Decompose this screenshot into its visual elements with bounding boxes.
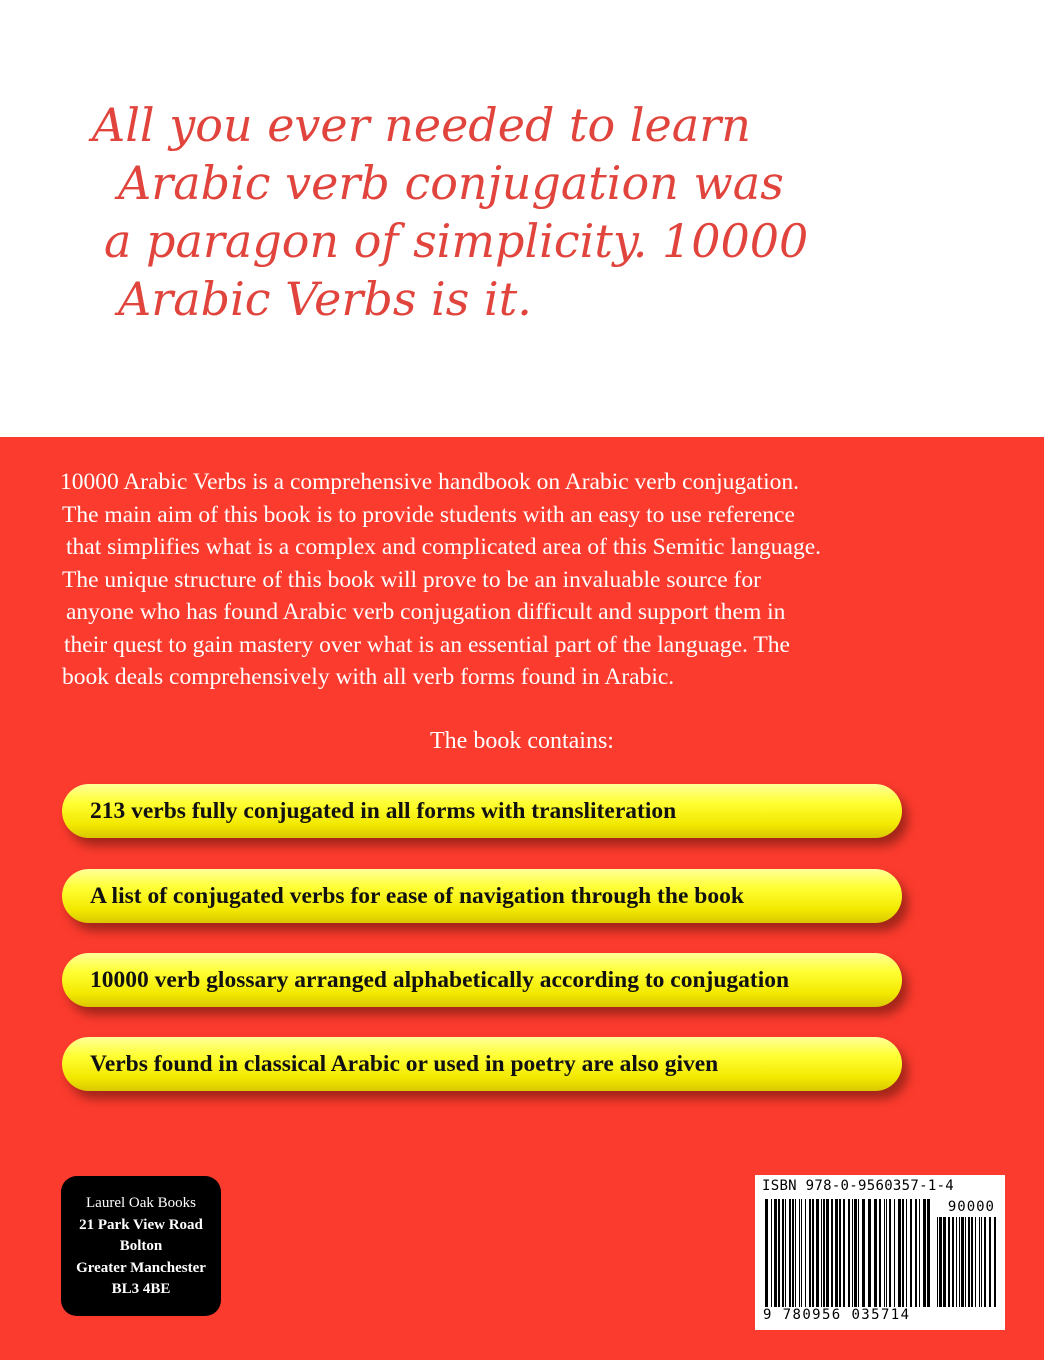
blurb-line: The unique structure of this book will prove to be an invaluable source for (62, 566, 761, 593)
price-code: 90000 (947, 1199, 995, 1215)
feature-pill (62, 953, 902, 1007)
publisher-postcode: BL3 4BE (111, 1281, 171, 1297)
feature-text: A list of conjugated verbs for ease of navigation through the book (90, 882, 744, 909)
publisher-address-box (61, 1176, 221, 1316)
blurb-line: anyone who has found Arabic verb conjugation difficult and support them in (66, 599, 786, 625)
tagline (92, 96, 952, 328)
feature-text: 213 verbs fully conjugated in all forms with transliteration (90, 797, 677, 824)
ean-number: 9 780956 035714 (763, 1307, 911, 1323)
tagline-line-2: Arabic verb conjugation was (118, 156, 784, 210)
publisher-name: Laurel Oak Books (86, 1195, 196, 1211)
description-blurb (60, 466, 980, 694)
feature-pill (62, 1037, 902, 1091)
feature-text: 10000 verb glossary arranged alphabetically according to conjugation (90, 966, 790, 993)
publisher-town: Bolton (119, 1238, 163, 1254)
blurb-line: that simplifies what is a complex and complicated area of this Semitic language. (66, 534, 822, 560)
feature-text: Verbs found in classical Arabic or used in poetry are also given (90, 1050, 719, 1077)
tagline-line-4: Arabic Verbs is it. (118, 272, 532, 326)
tagline-line-1: All you ever needed to learn (92, 98, 751, 152)
publisher-street: 21 Park View Road (79, 1216, 203, 1233)
isbn-number: ISBN 978-0-9560357-1-4 (762, 1178, 955, 1194)
isbn-barcode (755, 1175, 1005, 1330)
blurb-line: 10000 Arabic Verbs is a comprehensive handbook on Arabic verb conjugation. (60, 469, 799, 495)
blurb-line: their quest to gain mastery over what is an essential part of the language. The (64, 631, 790, 658)
contains-heading: The book contains: (430, 728, 614, 754)
feature-pill (62, 784, 902, 838)
blurb-line: book deals comprehensively with all verb forms found in Arabic. (62, 664, 675, 690)
publisher-county: Greater Manchester (76, 1259, 206, 1276)
tagline-line-3: a paragon of simplicity. 10000 (104, 214, 809, 268)
feature-pill (62, 869, 902, 923)
blurb-line: The main aim of this book is to provide students with an easy to use reference (62, 501, 795, 528)
